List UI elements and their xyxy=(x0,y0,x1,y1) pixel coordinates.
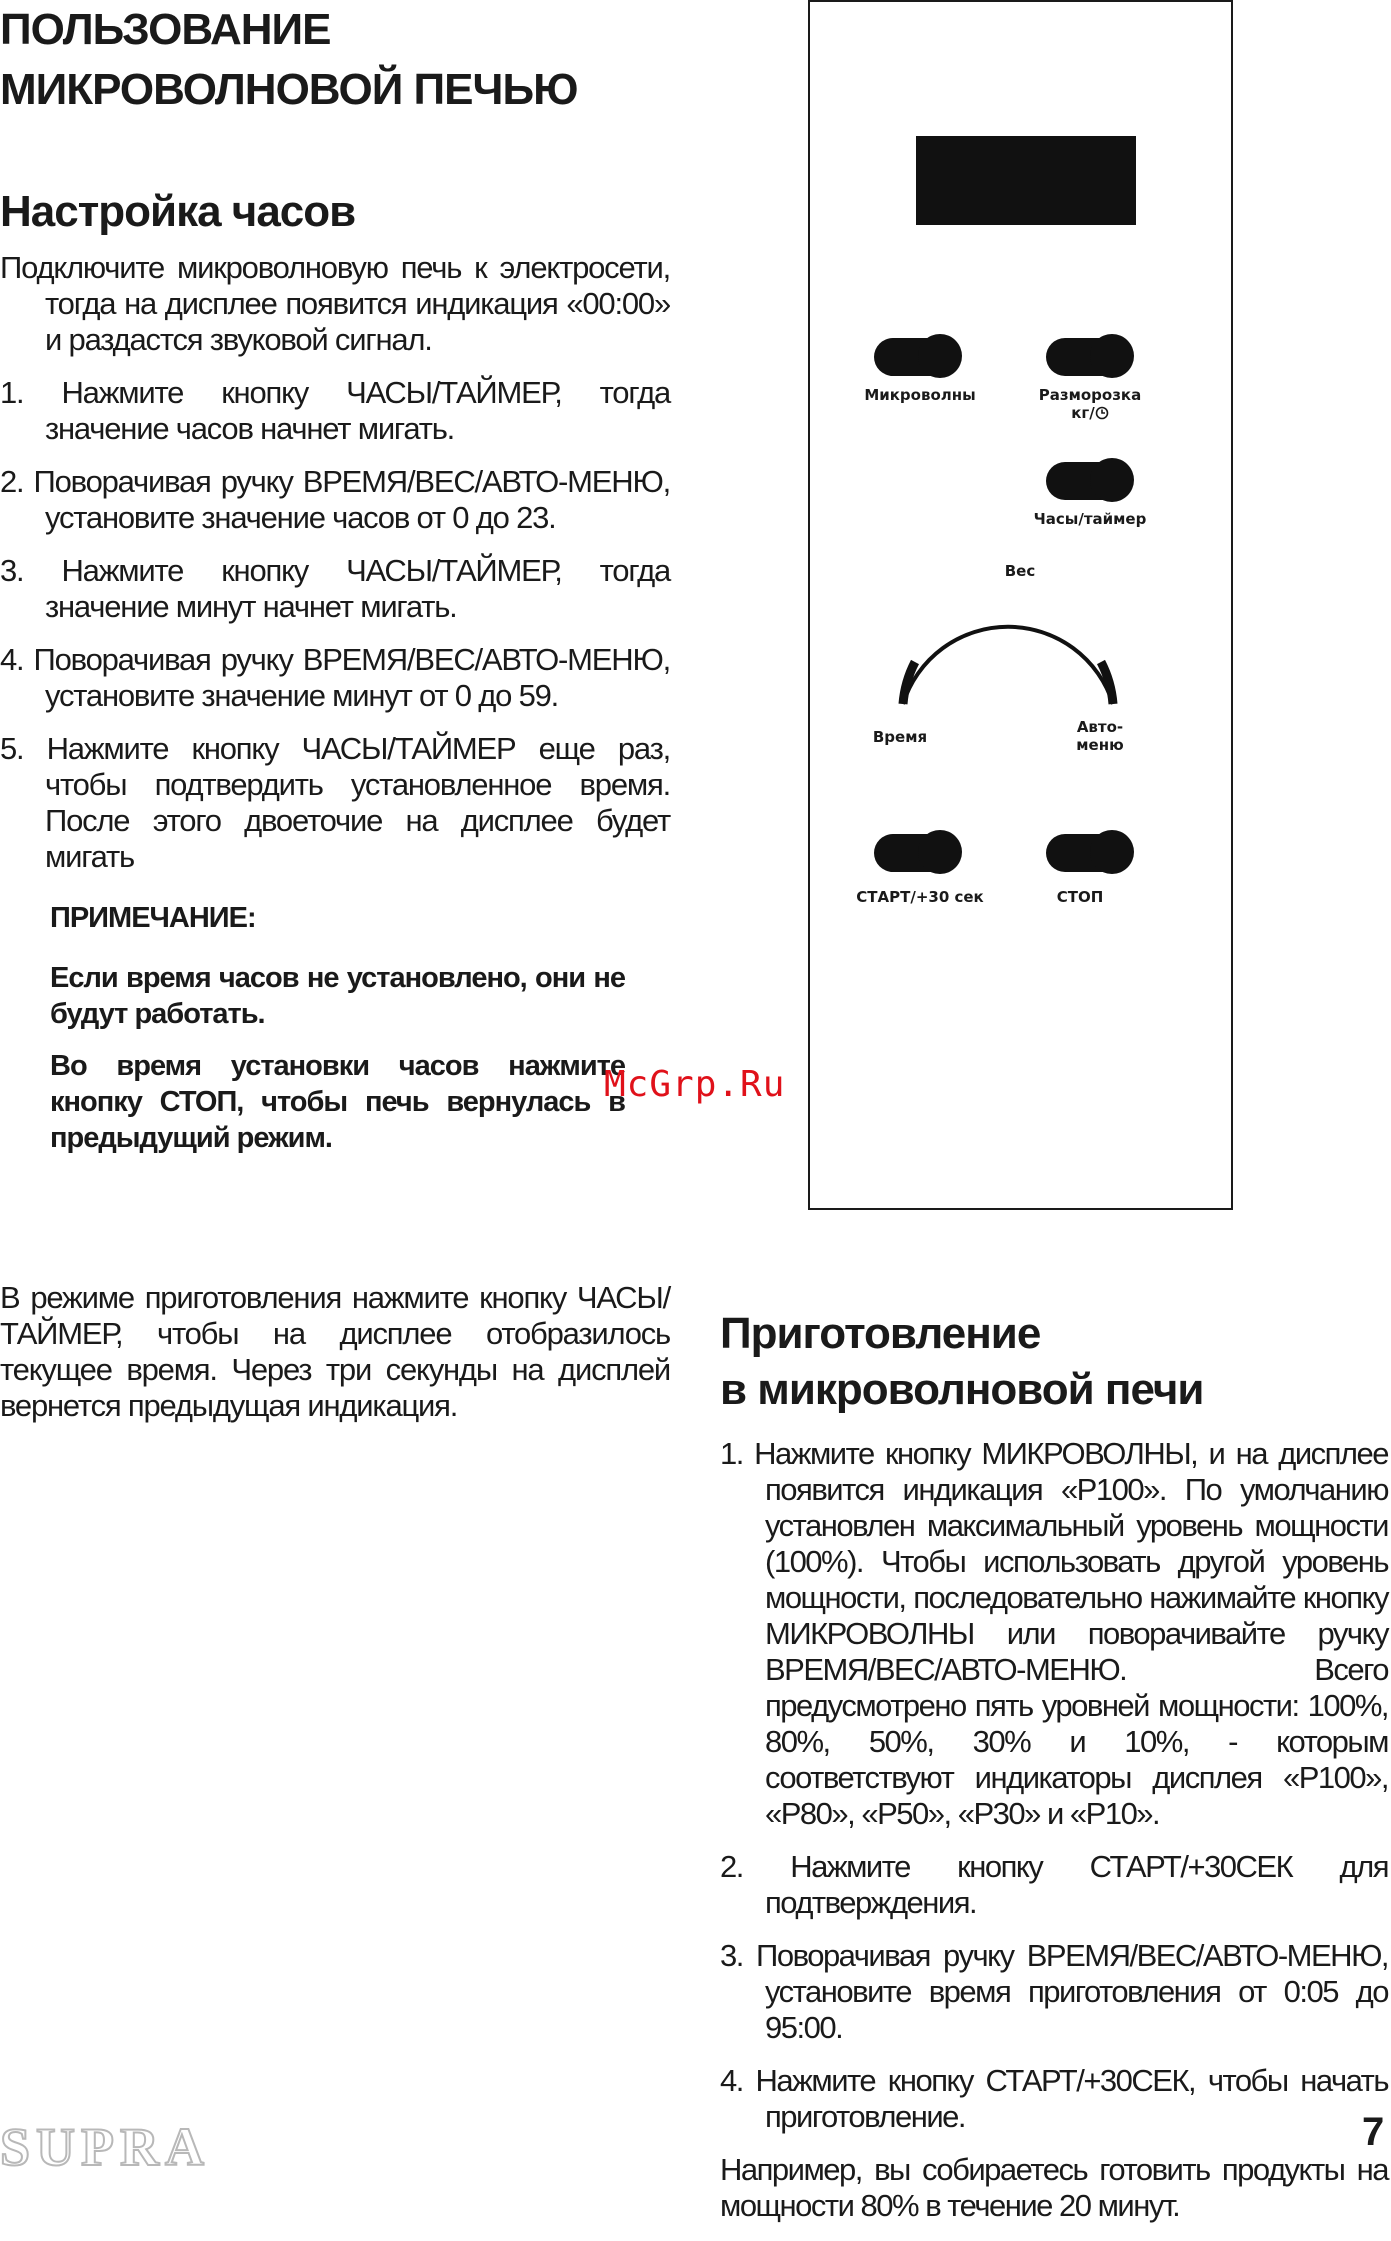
clock-intro: Подключите микроволновую печь к электросети, тогда на дисплее появится индикация «00:00» и раздастся звуковой сигнал. xyxy=(0,250,670,357)
clock-timer-button xyxy=(1046,462,1132,500)
defrost-unit: кг/ xyxy=(1071,404,1095,422)
note-line-2: Во время установки часов нажмите кнопку СТОП, чтобы печь вернулась в предыдущий режим. xyxy=(50,1050,625,1154)
stop-button xyxy=(1046,834,1132,872)
note-line-1: Если время часов не установлено, они не будут работать. xyxy=(50,962,625,1030)
cooking-step-3: 3. Поворачивая ручку ВРЕМЯ/ВЕС/АВТО-МЕНЮ, установите время приготовления от 0:05 до 95:00. xyxy=(720,1938,1388,2045)
cooking-example: Например, вы собираетесь готовить продукты на мощности 80% в течение 20 минут. xyxy=(720,2152,1388,2223)
cooking-title-line-1: Приготовление xyxy=(720,1309,1041,1358)
defrost-button xyxy=(1046,338,1132,376)
clock-step-4: 4. Поворачивая ручку ВРЕМЯ/ВЕС/АВТО-МЕНЮ, установите значение минут от 0 до 59. xyxy=(0,642,670,713)
cooking-step-1: 1. Нажмите кнопку МИКРОВОЛНЫ, и на дисплее появится индикация «P100». По умолчанию установлен максимальный уровень мощности (100%). Чтобы использовать другой уровень мощности, последовательно нажимайте кнопку МИКРОВОЛНЫ или поворачивайте ручку ВРЕМЯ/ВЕС/АВТО-МЕНЮ. Всего предусмотрено пять уровней мощности: 100%, 80%, 50%, 30% и 10%, - которым соответствуют индикаторы дисплея «P100», «P80», «P50», «P30» и «P10». xyxy=(720,1436,1388,1831)
clock-icon xyxy=(1095,406,1109,420)
clock-step-1: 1. Нажмите кнопку ЧАСЫ/ТАЙМЕР, тогда значение часов начнет мигать. xyxy=(0,375,670,446)
cooking-mode-text: В режиме приготовления нажмите кнопку ЧАСЫ/ТАЙМЕР, чтобы на дисплее отобразилось текущее время. Через три секунды на дисплей вернется предыдущая индикация. xyxy=(0,1280,670,1423)
weight-label: Вес xyxy=(1004,562,1036,580)
page-title-line-2: МИКРОВОЛНОВОЙ ПЕЧЬЮ xyxy=(0,65,578,114)
cooking-step-4: 4. Нажмите кнопку СТАРТ/+30СЕК, чтобы начать приготовление. xyxy=(720,2063,1388,2134)
cooking-step-2: 2. Нажмите кнопку СТАРТ/+30СЕК для подтверждения. xyxy=(720,1849,1388,1920)
page-title xyxy=(0,0,700,120)
defrost-label: Разморозка xyxy=(1038,386,1142,404)
page-number: 7 xyxy=(1362,2110,1385,2154)
clock-step-5: 5. Нажмите кнопку ЧАСЫ/ТАЙМЕР еще раз, чтобы подтвердить установленное время. После этого двоеточие на дисплее будет мигать xyxy=(0,731,670,874)
watermark: McGrp.Ru xyxy=(604,1064,786,1105)
clock-timer-label: Часы/таймер xyxy=(1033,510,1147,528)
start-label: СТАРТ/+30 сек xyxy=(856,888,984,906)
panel-display xyxy=(916,136,1136,225)
note-box xyxy=(50,900,625,1172)
page-title-line-1: ПОЛЬЗОВАНИЕ xyxy=(0,5,331,54)
time-label: Время xyxy=(872,728,928,746)
cooking-title-line-2: в микроволновой печи xyxy=(720,1365,1204,1414)
defrost-sublabel xyxy=(1020,404,1160,422)
microwave-button xyxy=(874,338,960,376)
auto-menu-label-2: меню xyxy=(1076,736,1124,754)
microwave-label: Микроволны xyxy=(864,386,976,404)
control-panel-diagram xyxy=(808,0,1233,1210)
clock-section-title: Настройка часов xyxy=(0,187,356,236)
auto-menu-label-1: Авто- xyxy=(1076,718,1124,736)
cooking-section-title xyxy=(720,1306,1203,1418)
clock-instructions xyxy=(0,250,670,892)
clock-step-2: 2. Поворачивая ручку ВРЕМЯ/ВЕС/АВТО-МЕНЮ, установите значение часов от 0 до 23. xyxy=(0,464,670,535)
note-heading: ПРИМЕЧАНИЕ: xyxy=(50,902,256,934)
cooking-instructions xyxy=(720,1436,1388,2241)
start-button xyxy=(874,834,960,872)
clock-step-3: 3. Нажмите кнопку ЧАСЫ/ТАЙМЕР, тогда значение минут начнет мигать. xyxy=(0,553,670,624)
cooking-mode-paragraph xyxy=(0,1280,670,1441)
brand-logo: SUPRA xyxy=(0,2117,211,2177)
stop-label: СТОП xyxy=(1056,888,1104,906)
